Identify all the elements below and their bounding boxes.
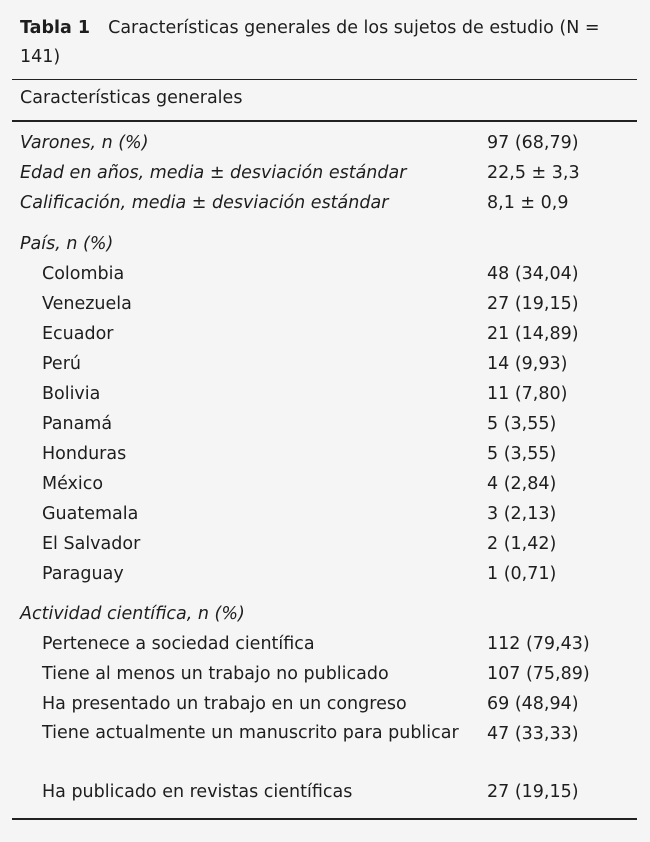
row-label: Tiene al menos un trabajo no publicado: [42, 664, 389, 684]
row-label: Ha publicado en revistas científicas: [42, 782, 353, 802]
row-label: Pertenece a sociedad científica: [42, 634, 315, 654]
row-value: 112 (79,43): [487, 634, 590, 654]
row-label: Guatemala: [42, 504, 139, 524]
row-label: Ha presentado un trabajo en un congreso: [42, 694, 407, 714]
row-label: Ecuador: [42, 324, 114, 344]
table-row: [0, 349, 650, 379]
row-value: 107 (75,89): [487, 664, 590, 684]
activity-heading: Actividad científica, n (%): [20, 604, 245, 624]
bottom-rule: [12, 818, 637, 820]
row-label: Venezuela: [42, 294, 132, 314]
table-row: [0, 629, 650, 659]
table-row: [0, 379, 650, 409]
section-heading: [0, 599, 650, 629]
table-row: [0, 158, 650, 188]
section-heading: [0, 229, 650, 259]
row-label: Paraguay: [42, 564, 124, 584]
table-row: [0, 499, 650, 529]
table-row: [0, 719, 650, 777]
row-value: 27 (19,15): [487, 782, 579, 802]
table-label: Tabla 1: [20, 18, 91, 38]
row-value: 27 (19,15): [487, 294, 579, 314]
country-section: [0, 229, 650, 589]
row-label: Bolivia: [42, 384, 101, 404]
row-label: Colombia: [42, 264, 125, 284]
row-value: 8,1 ± 0,9: [487, 193, 569, 213]
row-value: 5 (3,55): [487, 414, 557, 434]
header-rule: [12, 120, 637, 122]
row-value: 4 (2,84): [487, 474, 557, 494]
table-caption: [20, 14, 640, 72]
row-value: 5 (3,55): [487, 444, 557, 464]
row-value: 48 (34,04): [487, 264, 579, 284]
row-label: México: [42, 474, 104, 494]
row-label: El Salvador: [42, 534, 141, 554]
general-section: [0, 128, 650, 218]
row-label: Calificación, media ± desviación estándar: [20, 193, 389, 213]
row-value: 69 (48,94): [487, 694, 579, 714]
activity-section: [0, 599, 650, 807]
row-label: Honduras: [42, 444, 127, 464]
table-row: [0, 529, 650, 559]
table-row: [0, 409, 650, 439]
row-value: 14 (9,93): [487, 354, 568, 374]
table-row: [0, 188, 650, 218]
table-row: [0, 777, 650, 807]
row-value: 22,5 ± 3,3: [487, 163, 580, 183]
row-value: 47 (33,33): [487, 724, 579, 744]
table-row: [0, 259, 650, 289]
row-value: 11 (7,80): [487, 384, 568, 404]
row-label: Perú: [42, 354, 81, 374]
row-value: 1 (0,71): [487, 564, 557, 584]
caption-rule: [12, 79, 637, 80]
table-title: Características generales de los sujetos de estudio (N = 141): [20, 18, 600, 67]
row-label: Varones, n (%): [20, 133, 149, 153]
row-label: Panamá: [42, 414, 113, 434]
row-label: Tiene actualmente un manuscrito para publicar: [42, 723, 459, 743]
table-row: [0, 689, 650, 719]
table-row: [0, 659, 650, 689]
table-row: [0, 439, 650, 469]
table-row: [0, 128, 650, 158]
table-row: [0, 289, 650, 319]
table-row: [0, 469, 650, 499]
row-value: 2 (1,42): [487, 534, 557, 554]
column-header: Características generales: [20, 88, 243, 108]
row-label: Edad en años, media ± desviación estándar: [20, 163, 407, 183]
row-value: 3 (2,13): [487, 504, 557, 524]
country-heading: País, n (%): [20, 234, 114, 254]
table-row: [0, 559, 650, 589]
row-value: 97 (68,79): [487, 133, 579, 153]
row-value: 21 (14,89): [487, 324, 579, 344]
table-row: [0, 319, 650, 349]
